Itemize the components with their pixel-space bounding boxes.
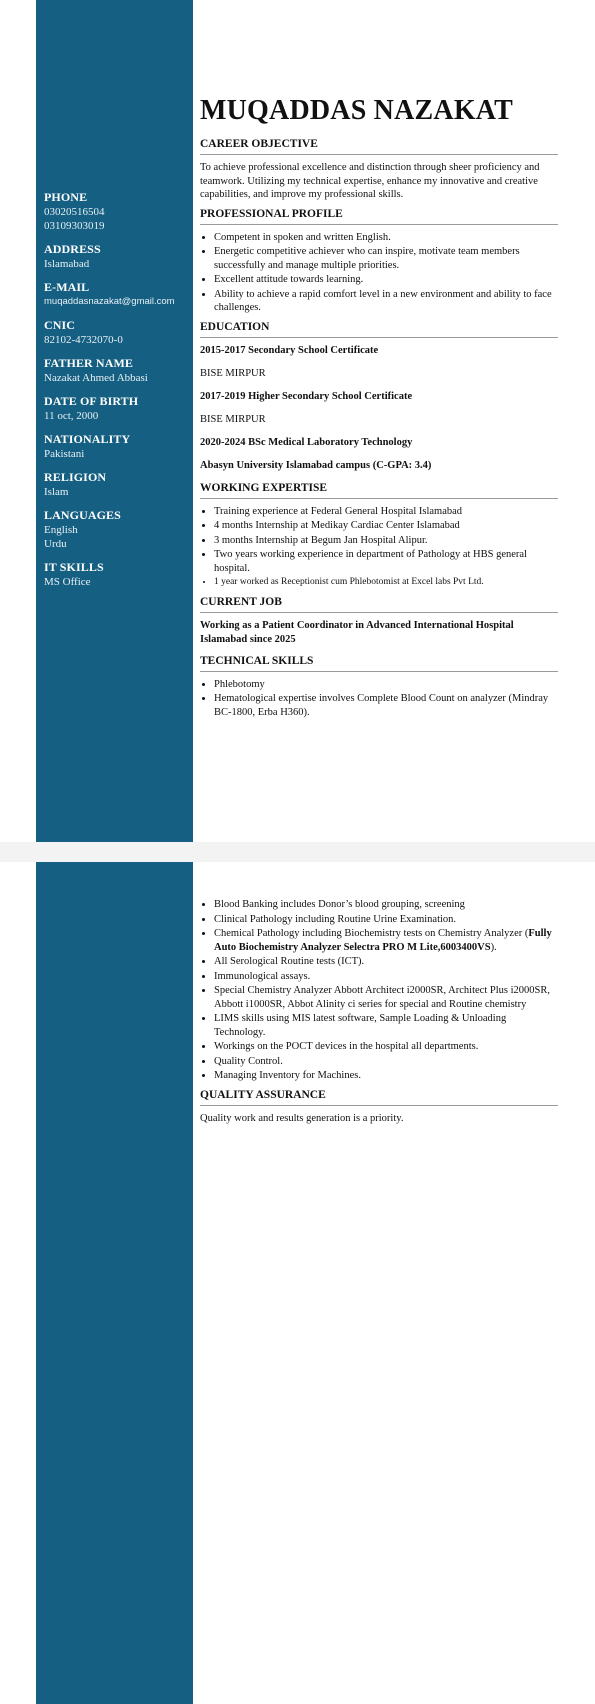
professional-profile-list (200, 231, 558, 315)
main-content-page-1 (200, 90, 558, 721)
list-item: • Quality Control. (214, 1055, 558, 1069)
working-expertise-list (200, 505, 558, 590)
nationality-label: NATIONALITY (44, 432, 131, 446)
education-entry: 2015-2017 Secondary School Certificate (200, 344, 379, 356)
father-block (44, 356, 189, 385)
quality-assurance-heading: QUALITY ASSURANCE (200, 1089, 558, 1106)
language-2: Urdu (44, 538, 67, 550)
email-block (44, 280, 189, 309)
list-item: • Phlebotomy (214, 678, 558, 692)
career-objective-text: To achieve professional excellence and distinction through sheer proficiency and teamwork. Utilizing my technical expertise, enhance my innovative and creative capabilities, and improve my professional skills. (200, 162, 540, 200)
list-item: • Excellent attitude towards learning. (214, 273, 558, 287)
language-1: English (44, 524, 78, 536)
email-value: muqaddasnazakat@gmail.com (44, 296, 175, 307)
father-label: FATHER NAME (44, 356, 133, 370)
chem-analyzer: Fully Auto Biochemistry Analyzer Selectra PRO M Lite,6003400VS (214, 928, 552, 953)
phone-number-2: 03109303019 (44, 220, 105, 232)
email-label: E-MAIL (44, 280, 90, 294)
nationality-block (44, 432, 189, 461)
list-item: • Special Chemistry Analyzer Abbott Architect i2000SR, Architect Plus i2000SR, Abbott i1000SR, Abbot Alinity ci series for special and Routine chemistry (214, 984, 558, 1011)
address-label: ADDRESS (44, 242, 101, 256)
education-board: BISE MIRPUR (200, 367, 266, 379)
list-item: • Blood Banking includes Donor’s blood grouping, screening (214, 898, 558, 912)
address-value: Islamabad (44, 258, 90, 270)
cnic-label: CNIC (44, 318, 76, 332)
it-skills-value: MS Office (44, 576, 91, 588)
list-item: • 1 year worked as Receptionist cum Phlebotomist at Excel labs Pvt Ltd. (214, 576, 558, 590)
current-job-text: Working as a Patient Coordinator in Advanced International Hospital Islamabad since 2025 (200, 619, 514, 645)
education-heading: EDUCATION (200, 321, 558, 338)
languages-label: LANGUAGES (44, 508, 121, 522)
dob-block (44, 394, 189, 423)
list-item: • Immunological assays. (214, 970, 558, 984)
list-item: • 4 months Internship at Medikay Cardiac Center Islamabad (214, 519, 558, 533)
contact-info (44, 190, 189, 598)
religion-block (44, 470, 189, 499)
quality-assurance-text: Quality work and results generation is a priority. (200, 1112, 404, 1124)
technical-skills-list (200, 678, 558, 720)
sidebar (36, 0, 193, 842)
list-item: • Managing Inventory for Machines. (214, 1069, 558, 1083)
candidate-name: MUQADDAS NAZAKAT (200, 95, 514, 126)
nationality-value: Pakistani (44, 448, 85, 460)
religion-value: Islam (44, 486, 69, 498)
list-item: • Training experience at Federal General Hospital Islamabad (214, 505, 558, 519)
education-institution: Abasyn University Islamabad campus (C-GPA: 3.4) (200, 459, 432, 471)
education-entry: 2020-2024 BSc Medical Laboratory Technology (200, 436, 413, 448)
it-skills-label: IT SKILLS (44, 560, 104, 574)
list-item: • Energetic competitive achiever who can inspire, motivate team members successfully and manage multiple priorities. (214, 245, 558, 272)
list-item: • Competent in spoken and written English. (214, 231, 558, 245)
resume-page-2 (0, 862, 595, 1704)
list-item: • Two years working experience in department of Pathology at HBS general hospital. (214, 548, 558, 575)
phone-label: PHONE (44, 190, 88, 204)
list-item: • Workings on the POCT devices in the hospital all departments. (214, 1040, 558, 1054)
list-item: • Ability to achieve a rapid comfort level in a new environment and ability to face challenges. (214, 288, 558, 315)
religion-label: RELIGION (44, 470, 107, 484)
it-skills-block (44, 560, 189, 589)
list-item: • Clinical Pathology including Routine Urine Examination. (214, 913, 558, 927)
list-item: • All Serological Routine tests (ICT). (214, 955, 558, 969)
technical-skills-list-continued (200, 898, 558, 1083)
languages-block (44, 508, 189, 551)
chem-text: Chemical Pathology including Biochemistry tests on Chemistry Analyzer ( (214, 928, 529, 939)
list-item: • 3 months Internship at Begum Jan Hospital Alipur. (214, 534, 558, 548)
education-board: BISE MIRPUR (200, 413, 266, 425)
career-objective-heading: CAREER OBJECTIVE (200, 138, 558, 155)
current-job-heading: CURRENT JOB (200, 596, 558, 613)
cnic-value: 82102-4732070-0 (44, 334, 123, 346)
address-block (44, 242, 189, 271)
list-item: • LIMS skills using MIS latest software, Sample Loading & Unloading Technology. (214, 1012, 558, 1039)
resume-page-1 (0, 0, 595, 842)
chem-close: ). (490, 941, 497, 953)
list-item: • Hematological expertise involves Complete Blood Count on analyzer (Mindray BC-1800, Erba H360). (214, 692, 558, 719)
dob-label: DATE OF BIRTH (44, 394, 139, 408)
dob-value: 11 oct, 2000 (44, 410, 99, 422)
cnic-block (44, 318, 189, 347)
sidebar (36, 862, 193, 1704)
professional-profile-heading: PROFESSIONAL PROFILE (200, 208, 558, 225)
education-entry: 2017-2019 Higher Secondary School Certificate (200, 390, 413, 402)
phone-block (44, 190, 189, 233)
working-expertise-heading: WORKING EXPERTISE (200, 482, 558, 499)
technical-skills-heading: TECHNICAL SKILLS (200, 655, 558, 672)
phone-number-1: 03020516504 (44, 206, 105, 218)
list-item-chemistry (214, 927, 558, 954)
father-value: Nazakat Ahmed Abbasi (44, 372, 148, 384)
main-content-page-2 (200, 898, 558, 1127)
